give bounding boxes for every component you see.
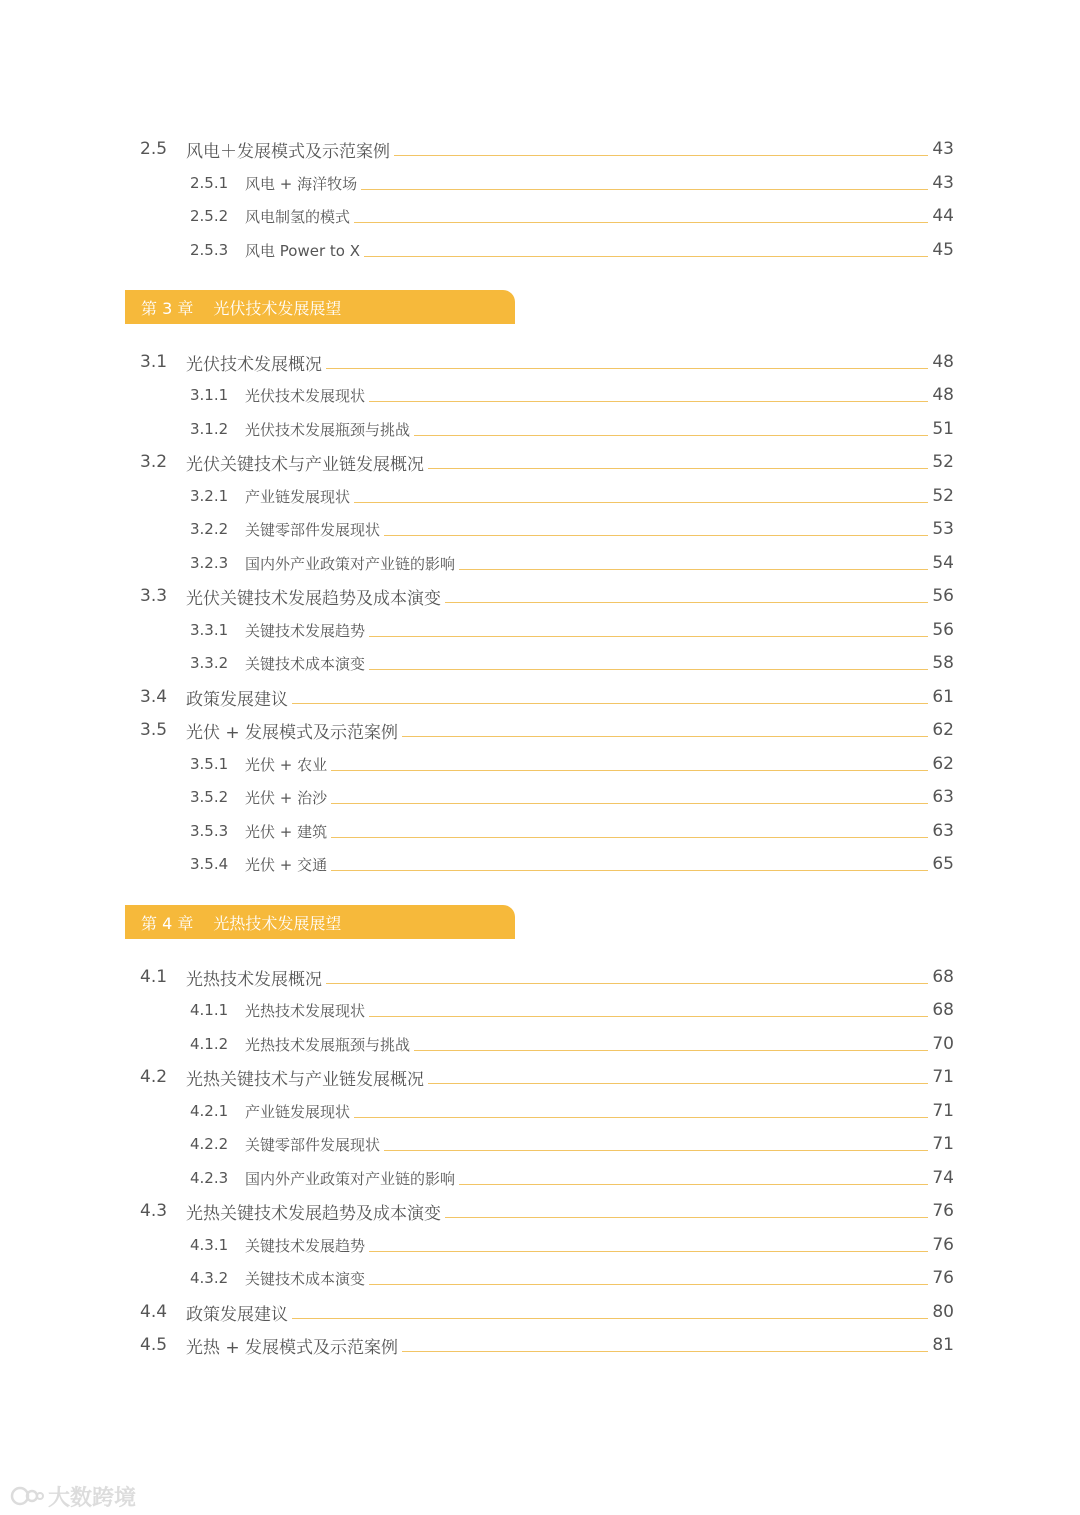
toc-leader-line: [326, 368, 928, 369]
toc-number: 4.4: [140, 1302, 168, 1322]
toc-entry[interactable]: [190, 993, 954, 1027]
toc-leader-line: [369, 636, 928, 637]
toc-page-number: 43: [932, 139, 954, 159]
toc-title: 光热 + 发展模式及示范案例: [186, 1337, 399, 1358]
toc-leader-line: [459, 569, 928, 570]
toc-title: 国内外产业政策对产业链的影响: [245, 1169, 456, 1188]
toc-entry[interactable]: [190, 378, 954, 412]
toc-leader-line: [331, 770, 928, 771]
toc-number: 3.2.2: [190, 520, 229, 538]
chapter-label: 第 4 章: [141, 913, 194, 933]
brand-logo-icon: [10, 1484, 44, 1508]
toc-number: 4.1: [140, 967, 168, 987]
toc-number: 3.3.1: [190, 621, 229, 639]
toc-leader-line: [326, 983, 928, 984]
toc-number: 4.3.2: [190, 1269, 229, 1287]
toc-page-number: 43: [932, 173, 954, 193]
toc-page-number: 71: [932, 1134, 954, 1154]
toc-leader-line: [384, 535, 928, 536]
toc-page-number: 76: [932, 1268, 954, 1288]
toc-page-number: 68: [932, 967, 954, 987]
toc-leader-line: [354, 1117, 928, 1118]
toc-title: 光伏技术发展概况: [186, 354, 322, 375]
toc-number: 3.1.1: [190, 386, 229, 404]
toc-title: 关键零部件发展现状: [245, 520, 381, 539]
toc-page-number: 45: [932, 240, 954, 260]
toc-title: 国内外产业政策对产业链的影响: [245, 554, 456, 573]
toc-entry[interactable]: [190, 1161, 954, 1195]
toc-entry[interactable]: [190, 1094, 954, 1128]
toc-number: 4.2.3: [190, 1169, 229, 1187]
toc-number: 4.2.2: [190, 1135, 229, 1153]
toc-leader-line: [369, 1016, 928, 1017]
toc-leader-line: [354, 502, 928, 503]
toc-number: 4.3: [140, 1201, 168, 1221]
toc-entry[interactable]: [190, 780, 954, 814]
toc-title: 光热关键技术发展趋势及成本演变: [186, 1203, 441, 1224]
toc-title: 光伏技术发展瓶颈与挑战: [245, 420, 411, 439]
toc-number: 3.2.1: [190, 487, 229, 505]
toc-entry[interactable]: [190, 412, 954, 446]
toc-number: 4.2: [140, 1067, 168, 1087]
toc-leader-line: [459, 1184, 928, 1185]
toc-page-number: 48: [932, 352, 954, 372]
toc-number: 3.3: [140, 586, 168, 606]
toc-number: 3.5.3: [190, 822, 229, 840]
toc-number: 3.5.1: [190, 755, 229, 773]
toc-number: 3.4: [140, 687, 168, 707]
toc-page-number: 51: [932, 419, 954, 439]
toc-leader-line: [394, 155, 928, 156]
toc-title: 光伏关键技术发展趋势及成本演变: [186, 588, 441, 609]
toc-title: 关键技术发展趋势: [245, 621, 366, 640]
chapter-label: 第 3 章: [141, 298, 194, 318]
toc-title: 产业链发展现状: [245, 1102, 351, 1121]
toc-leader-line: [369, 1284, 928, 1285]
toc-number: 3.2: [140, 452, 168, 472]
toc-entry[interactable]: [190, 1127, 954, 1161]
toc-entry[interactable]: [190, 512, 954, 546]
toc-title: 光伏 + 发展模式及示范案例: [186, 722, 399, 743]
toc-page-number: 56: [932, 586, 954, 606]
toc-title: 关键技术发展趋势: [245, 1236, 366, 1255]
toc-title: 光热关键技术与产业链发展概况: [186, 1069, 424, 1090]
toc-title: 产业链发展现状: [245, 487, 351, 506]
toc-entry[interactable]: [140, 1328, 954, 1362]
toc-page-number: 62: [932, 720, 954, 740]
toc-entry[interactable]: [140, 713, 954, 747]
toc-leader-line: [445, 1217, 928, 1218]
toc-title: 光伏关键技术与产业链发展概况: [186, 454, 424, 475]
toc-entry[interactable]: [140, 579, 954, 613]
toc-number: 4.1.2: [190, 1035, 229, 1053]
toc-page-number: 70: [932, 1034, 954, 1054]
toc-entry[interactable]: [140, 132, 954, 166]
toc-page-number: 53: [932, 519, 954, 539]
toc-page-number: 61: [932, 687, 954, 707]
toc-entry[interactable]: [190, 199, 954, 233]
toc-leader-line: [369, 669, 928, 670]
toc-number: 3.5: [140, 720, 168, 740]
toc-leader-line: [414, 1050, 928, 1051]
toc-title: 风电＋发展模式及示范案例: [186, 141, 390, 162]
toc-number: 3.1.2: [190, 420, 229, 438]
toc-entry[interactable]: [190, 1228, 954, 1262]
toc-title: 政策发展建议: [186, 1304, 288, 1325]
toc-page-number: 48: [932, 385, 954, 405]
toc-page-number: 68: [932, 1000, 954, 1020]
toc-title: 关键零部件发展现状: [245, 1135, 381, 1154]
toc-leader-line: [331, 837, 928, 838]
toc-entry[interactable]: [140, 1295, 954, 1329]
toc-entry[interactable]: [190, 747, 954, 781]
watermark: [10, 1478, 136, 1514]
toc-entry[interactable]: [190, 166, 954, 200]
toc-entry[interactable]: [140, 960, 954, 994]
toc-page-number: 71: [932, 1067, 954, 1087]
toc-page-number: 44: [932, 206, 954, 226]
toc-entry[interactable]: [190, 546, 954, 580]
toc-leader-line: [445, 602, 928, 603]
chapter-title: 光伏技术发展展望: [213, 298, 342, 318]
toc-page-number: 63: [932, 821, 954, 841]
toc-title: 光伏技术发展现状: [245, 386, 366, 405]
toc-page-number: 65: [932, 854, 954, 874]
toc-title: 光伏 + 治沙: [245, 788, 328, 807]
toc-page-number: 56: [932, 620, 954, 640]
toc-entry[interactable]: [190, 814, 954, 848]
toc-page-number: 52: [932, 486, 954, 506]
toc-entry[interactable]: [190, 479, 954, 513]
toc-number: 3.5.4: [190, 855, 229, 873]
toc-entry[interactable]: [190, 1261, 954, 1295]
toc-number: 3.3.2: [190, 654, 229, 672]
toc-entry[interactable]: [140, 1060, 954, 1094]
toc-leader-line: [331, 870, 928, 871]
toc-number: 4.5: [140, 1335, 168, 1355]
toc-number: 3.2.3: [190, 554, 229, 572]
toc-leader-line: [384, 1150, 928, 1151]
toc-entry[interactable]: [190, 847, 954, 881]
watermark-text: 大数跨境: [48, 1485, 137, 1511]
toc-page-number: 52: [932, 452, 954, 472]
toc-number: 4.1.1: [190, 1001, 229, 1019]
toc-page-number: 71: [932, 1101, 954, 1121]
toc-title: 关键技术成本演变: [245, 654, 366, 673]
toc-title: 光热技术发展现状: [245, 1001, 366, 1020]
chapter-4-header[interactable]: [125, 905, 515, 939]
toc-number: 2.5.1: [190, 174, 229, 192]
toc-page-number: 58: [932, 653, 954, 673]
toc-leader-line: [414, 435, 928, 436]
toc-entry[interactable]: [190, 646, 954, 680]
toc-page-number: 76: [932, 1201, 954, 1221]
toc-entry[interactable]: [140, 345, 954, 379]
toc-number: 3.1: [140, 352, 168, 372]
toc-page-number: 76: [932, 1235, 954, 1255]
toc-title: 光伏 + 交通: [245, 855, 328, 874]
toc-page-number: 54: [932, 553, 954, 573]
toc-leader-line: [361, 189, 928, 190]
toc-entry[interactable]: [140, 1194, 954, 1228]
toc-title: 关键技术成本演变: [245, 1269, 366, 1288]
toc-title: 光热技术发展瓶颈与挑战: [245, 1035, 411, 1054]
toc-entry[interactable]: [190, 1027, 954, 1061]
toc-title: 光热技术发展概况: [186, 969, 322, 990]
toc-entry[interactable]: [140, 445, 954, 479]
toc-leader-line: [364, 256, 928, 257]
toc-entry[interactable]: [190, 613, 954, 647]
toc-leader-line: [428, 468, 928, 469]
toc-leader-line: [369, 401, 928, 402]
toc-leader-line: [402, 1351, 928, 1352]
toc-leader-line: [402, 736, 928, 737]
toc-leader-line: [428, 1083, 928, 1084]
toc-title: 光伏 + 农业: [245, 755, 328, 774]
toc-leader-line: [354, 222, 928, 223]
toc-number: 3.5.2: [190, 788, 229, 806]
toc-title: 风电制氢的模式: [245, 207, 351, 226]
toc-number: 2.5: [140, 139, 168, 159]
toc-entry[interactable]: [190, 233, 954, 267]
toc-title: 风电 + 海洋牧场: [245, 174, 358, 193]
toc-page-number: 62: [932, 754, 954, 774]
chapter-title: 光热技术发展展望: [213, 913, 342, 933]
toc-page-number: 74: [932, 1168, 954, 1188]
toc-title: 光伏 + 建筑: [245, 822, 328, 841]
chapter-3-header[interactable]: [125, 290, 515, 324]
toc-page-number: 63: [932, 787, 954, 807]
toc-page-number: 81: [932, 1335, 954, 1355]
toc-number: 4.2.1: [190, 1102, 229, 1120]
toc-number: 2.5.2: [190, 207, 229, 225]
toc-number: 2.5.3: [190, 241, 229, 259]
toc-title: 风电 Power to X: [245, 241, 360, 260]
toc-number: 4.3.1: [190, 1236, 229, 1254]
toc-page-number: 80: [932, 1302, 954, 1322]
toc-leader-line: [292, 1318, 928, 1319]
toc-title: 政策发展建议: [186, 689, 288, 710]
toc-leader-line: [331, 803, 928, 804]
toc-leader-line: [369, 1251, 928, 1252]
toc-entry[interactable]: [140, 680, 954, 714]
toc-leader-line: [292, 703, 928, 704]
